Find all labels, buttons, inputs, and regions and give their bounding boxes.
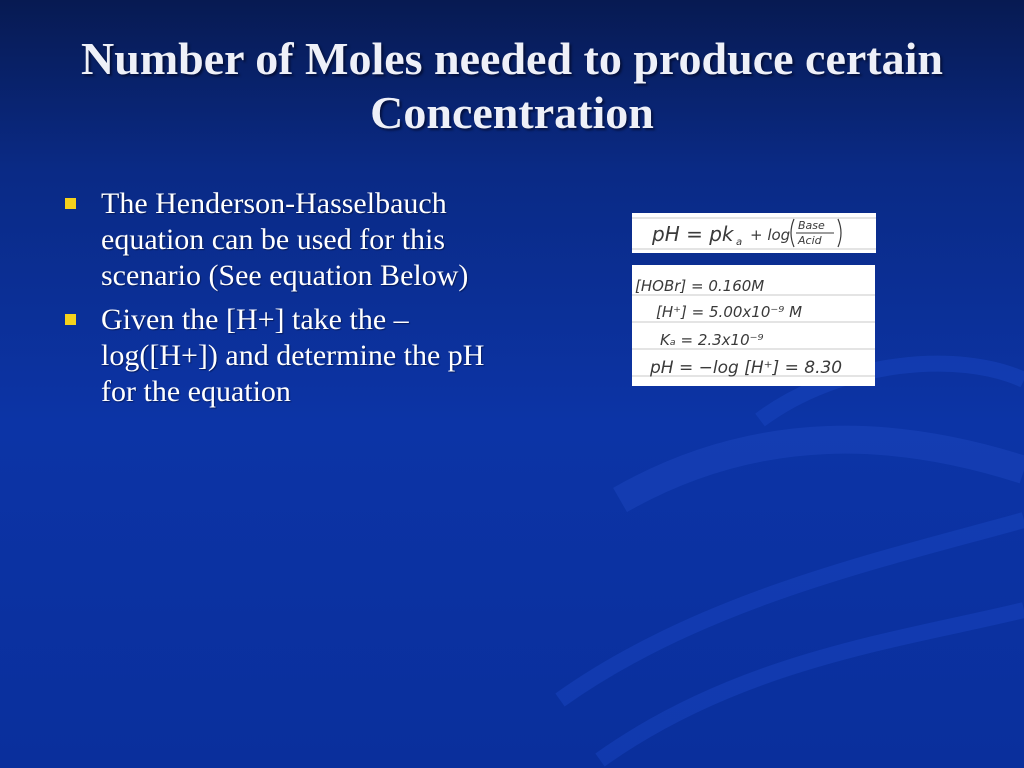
equation-lhs: pH = pk [652, 222, 734, 246]
square-bullet-icon [65, 198, 76, 209]
equation-ka-subscript: a [736, 237, 743, 248]
ph-calculation: pH = −log [H⁺] = 8.30 [650, 358, 843, 378]
equation-plus-log: + log [750, 226, 791, 244]
ka-value: Kₐ = 2.3x10⁻⁹ [660, 331, 764, 349]
henderson-hasselbalch-equation-image [632, 213, 876, 253]
handwritten-values-image [632, 265, 875, 386]
bullet-item [60, 186, 500, 294]
equation-numerator: Base [798, 219, 825, 232]
h-plus-concentration: [H⁺] = 5.00x10⁻⁹ M [656, 303, 803, 321]
bullet-text: The Henderson-Hasselbauch equation can be used for this scenario (See equation Below) [101, 187, 469, 292]
slide-title: Number of Moles needed to produce certain Concentration [81, 33, 943, 138]
hobr-concentration: [HOBr] = 0.160M [635, 277, 765, 295]
bullet-text: Given the [H+] take the –log([H+]) and determine the pH for the equation [101, 303, 485, 408]
bullet-list [60, 186, 500, 418]
square-bullet-icon [65, 314, 76, 325]
equation-denominator: Acid [798, 234, 822, 247]
bullet-item [60, 302, 500, 410]
